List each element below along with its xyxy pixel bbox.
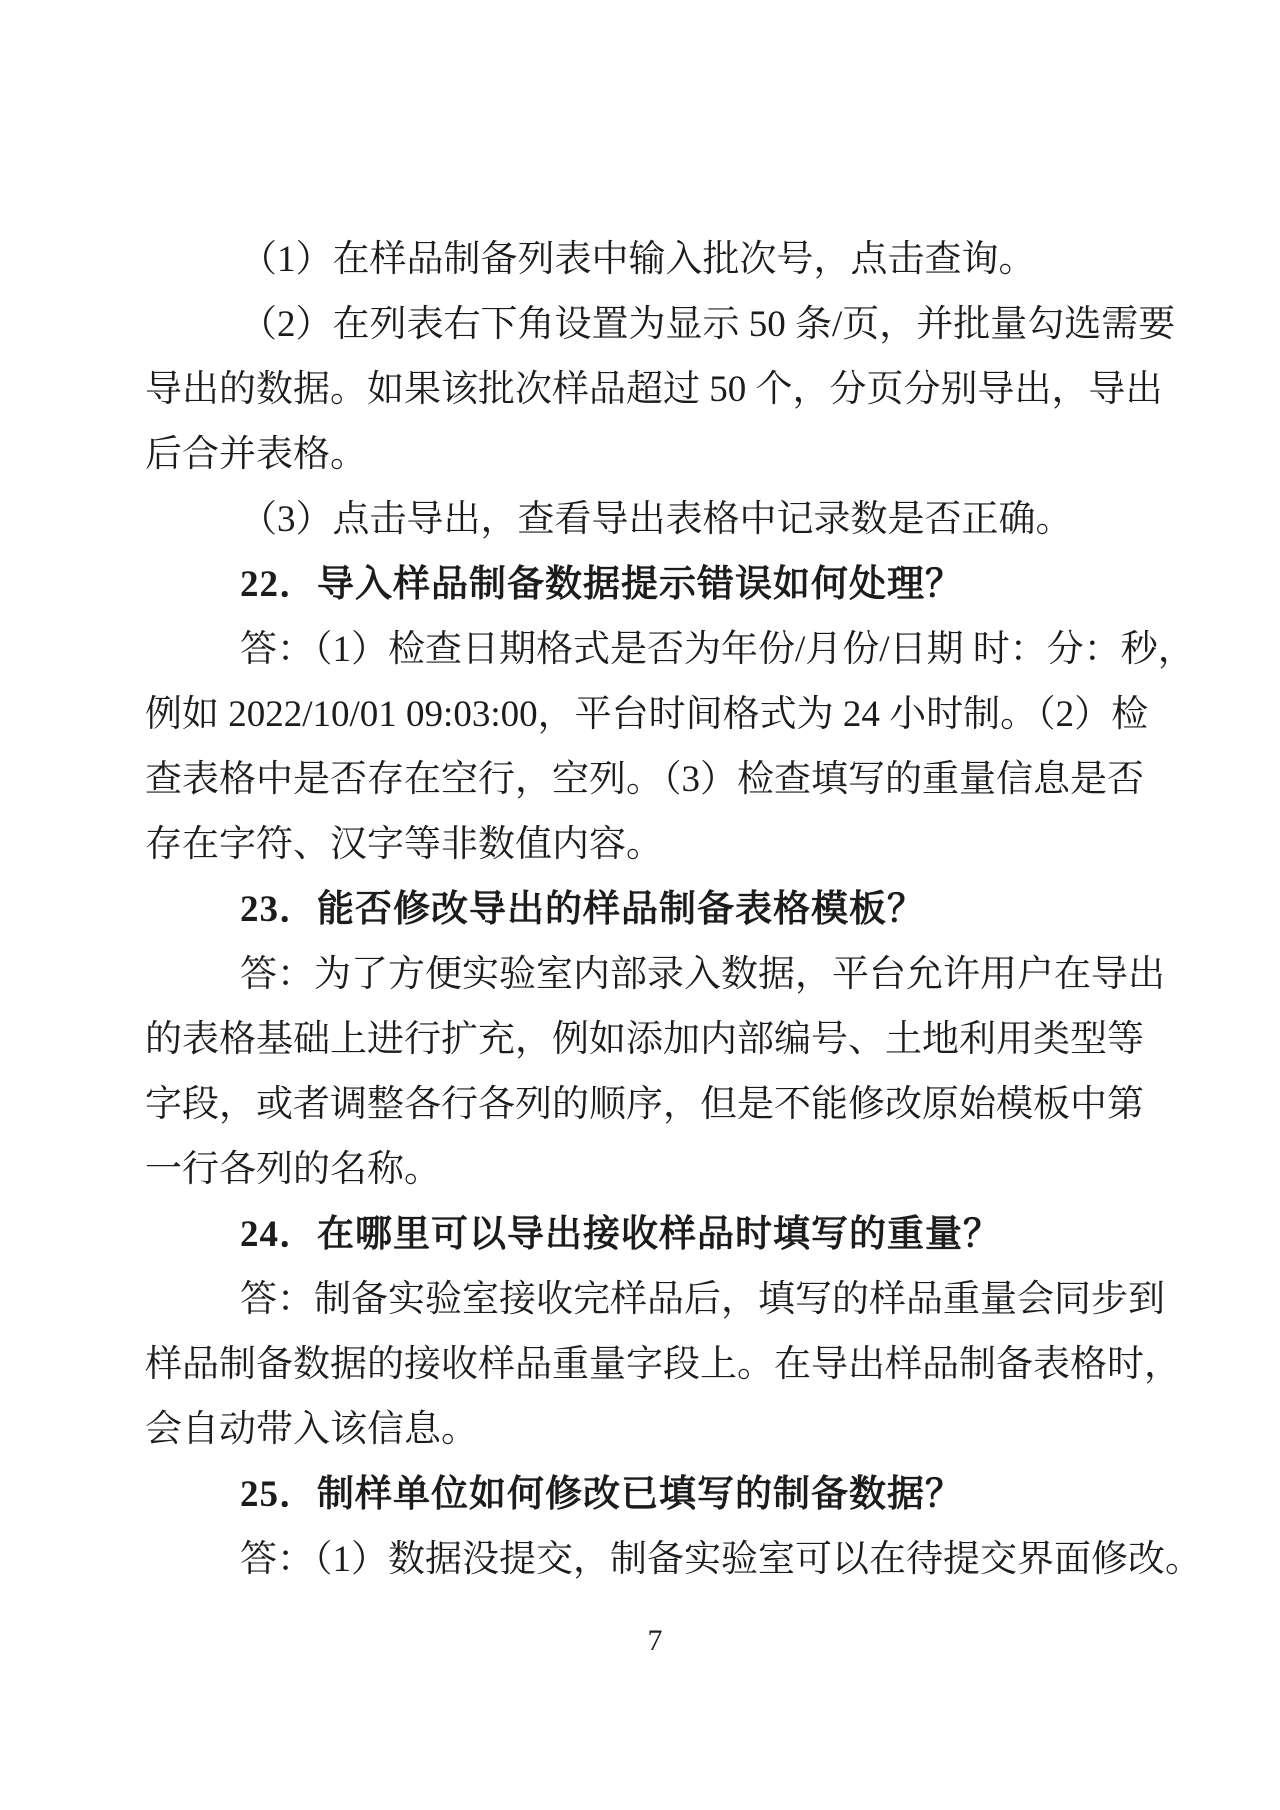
- question-heading: 23．能否修改导出的样品制备表格模板？: [240, 889, 925, 930]
- paragraph-line: 导出的数据。如果该批次样品超过 50 个，分页分别导出，导出: [145, 369, 1163, 410]
- page-number: 7: [647, 1624, 663, 1657]
- question-heading: 22．导入样品制备数据提示错误如何处理？: [240, 564, 963, 605]
- paragraph-line: （1）在样品制备列表中输入批次号，点击查询。: [240, 239, 1036, 280]
- paragraph-line: 的表格基础上进行扩充，例如添加内部编号、土地利用类型等: [145, 1019, 1144, 1060]
- paragraph-line: （2）在列表右下角设置为显示 50 条/页，并批量勾选需要: [240, 304, 1176, 345]
- question-heading: 25．制样单位如何修改已填写的制备数据？: [240, 1474, 963, 1515]
- paragraph-line: 例如 2022/10/01 09:03:00，平台时间格式为 24 小时制。（2）检: [145, 694, 1149, 735]
- paragraph-line: 答：为了方便实验室内部录入数据，平台允许用户在导出: [240, 954, 1165, 995]
- paragraph-line: 答：制备实验室接收完样品后，填写的样品重量会同步到: [240, 1279, 1165, 1320]
- document-content: [145, 227, 1202, 1592]
- page-footer: [0, 1624, 1280, 1658]
- paragraph-line: 存在字符、汉字等非数值内容。: [145, 824, 663, 865]
- question-heading: 24．在哪里可以导出接收样品时填写的重量？: [240, 1214, 1001, 1255]
- paragraph-line: 字段，或者调整各行各列的顺序，但是不能修改原始模板中第: [145, 1084, 1144, 1125]
- paragraph-line: （3）点击导出，查看导出表格中记录数是否正确。: [240, 499, 1073, 540]
- paragraph-line: 样品制备数据的接收样品重量字段上。在导出样品制备表格时，: [145, 1344, 1181, 1385]
- paragraph-line: 一行各列的名称。: [145, 1149, 441, 1190]
- paragraph-line: 答：（1）数据没提交，制备实验室可以在待提交界面修改。: [240, 1539, 1202, 1580]
- paragraph-line: 会自动带入该信息。: [145, 1409, 478, 1450]
- paragraph-line: 查表格中是否存在空行，空列。（3）检查填写的重量信息是否: [145, 759, 1144, 800]
- paragraph-line: 后合并表格。: [145, 434, 367, 475]
- paragraph-line: 答：（1）检查日期格式是否为年份/月份/日期 时：分：秒，: [240, 629, 1195, 670]
